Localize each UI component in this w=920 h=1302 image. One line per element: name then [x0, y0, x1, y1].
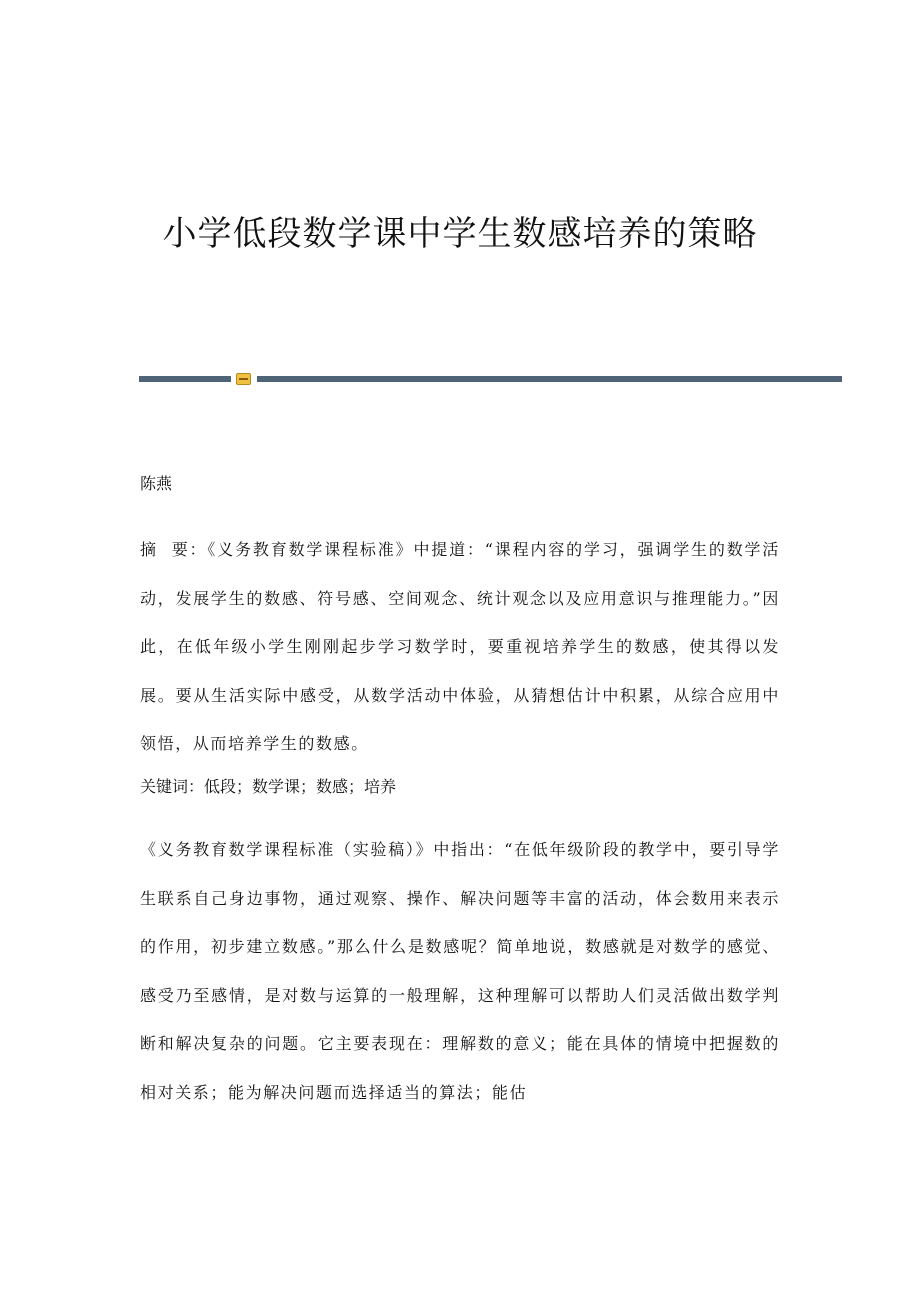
abstract-label: 摘 要：: [140, 540, 208, 559]
divider-ornament-icon: [236, 373, 251, 385]
body-paragraph: 《义务教育数学课程标准（实验稿）》中指出：“在低年级阶段的教学中，要引导学生联系自己身边事物，通过观察、操作、解决问题等丰富的活动，体会数用来表示的作用，初步建立数感。”那么什么是数感呢？简单地说，数感就是对数学的感觉、感受乃至感情，是对数与运算的一般理解，这种理解可以帮助人们灵活做出数学判断和解决复杂的问题。它主要表现在：理解数的意义；能在具体的情境中把握数的相对关系；能为解决问题而选择适当的算法；能估: [140, 840, 780, 1102]
divider-bar-left: [139, 376, 231, 382]
document-title: 小学低段数学课中学生数感培养的策略: [162, 214, 758, 254]
author-name: 陈燕: [140, 474, 173, 493]
title-divider: [139, 373, 842, 385]
divider-bar-right: [257, 376, 842, 382]
abstract-paragraph: [140, 526, 780, 769]
keywords-label: 关键词：: [140, 777, 205, 796]
keywords-line: [140, 775, 780, 799]
keywords-text: 低段；数学课；数感；培养: [204, 777, 397, 796]
abstract-text: 《义务教育数学课程标准》中提道：“课程内容的学习，强调学生的数学活动，发展学生的数感、符号感、空间观念、统计观念以及应用意识与推理能力。”因此，在低年级小学生刚刚起步学习数学时，要重视培养学生的数感，使其得以发展。要从生活实际中感受，从数学活动中体验，从猜想估计中积累，从综合应用中领悟，从而培养学生的数感。: [140, 540, 780, 753]
